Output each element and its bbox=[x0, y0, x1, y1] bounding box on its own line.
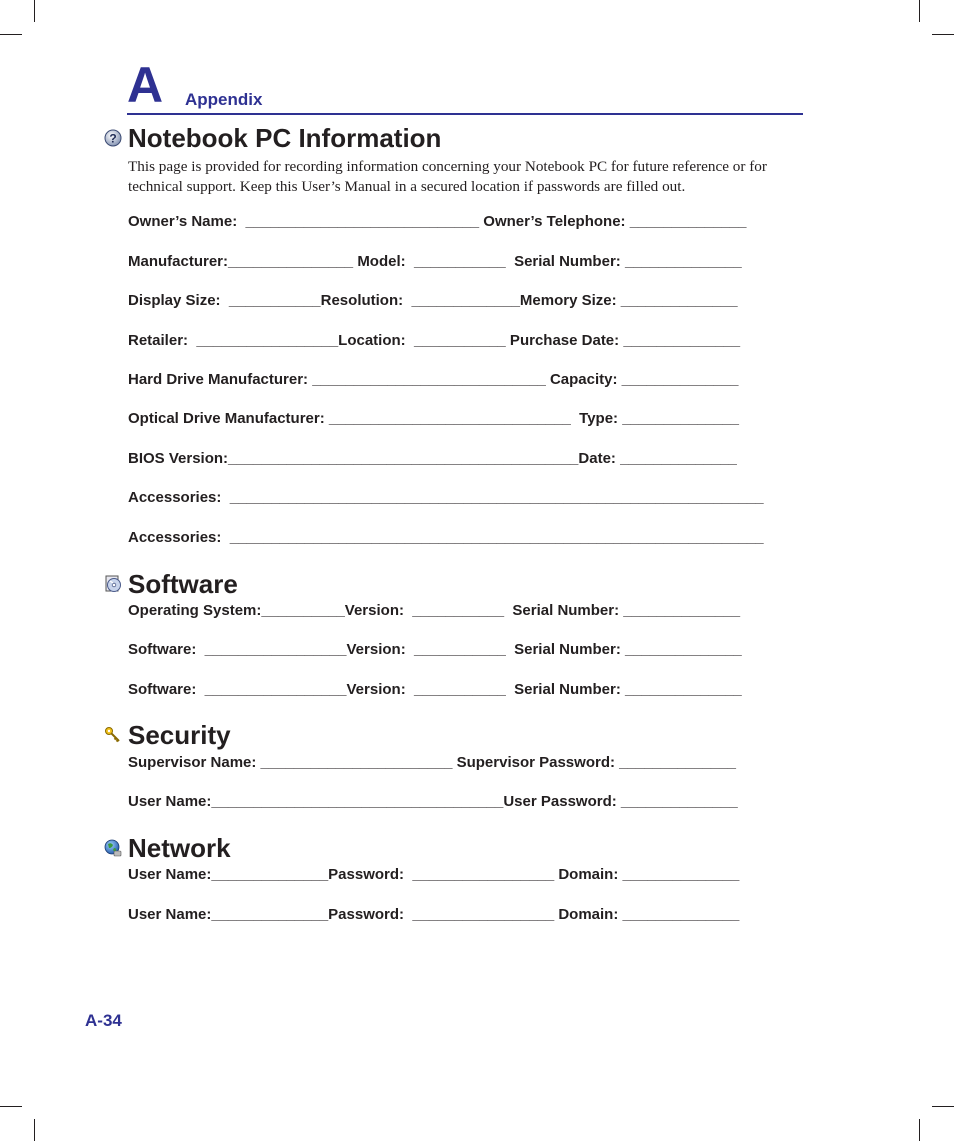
form-row-network-user[interactable]: User Name:______________Password: _________________ Domain: ______________ bbox=[128, 866, 740, 883]
form-row-accessories[interactable]: Accessories: ________________________________________________________________ bbox=[128, 489, 764, 506]
form-row-supervisor[interactable]: Supervisor Name: _______________________ Supervisor Password: ______________ bbox=[128, 754, 736, 771]
form-row-software[interactable]: Software: _________________Version: ___________ Serial Number: ______________ bbox=[128, 641, 742, 658]
crop-mark bbox=[932, 1106, 954, 1107]
form-row-operating-system[interactable]: Operating System:__________Version: ___________ Serial Number: ______________ bbox=[128, 602, 741, 619]
crop-mark bbox=[34, 1119, 35, 1141]
form-row-accessories[interactable]: Accessories: ________________________________________________________________ bbox=[128, 529, 764, 546]
chapter-letter: A bbox=[127, 57, 164, 113]
svg-text:?: ? bbox=[109, 131, 117, 146]
page-number: A-34 bbox=[85, 1011, 122, 1030]
crop-mark bbox=[919, 1119, 920, 1141]
form-row-manufacturer[interactable]: Manufacturer:_______________ Model: ___________ Serial Number: ______________ bbox=[128, 253, 742, 270]
section-title-notebook: Notebook PC Information bbox=[128, 123, 442, 153]
keys-icon bbox=[104, 726, 122, 744]
chapter-header bbox=[127, 57, 803, 115]
question-icon bbox=[104, 129, 122, 147]
software-disc-icon bbox=[104, 575, 122, 593]
form-row-network-user[interactable]: User Name:______________Password: _________________ Domain: ______________ bbox=[128, 906, 740, 923]
globe-icon bbox=[104, 839, 122, 857]
crop-mark bbox=[932, 34, 954, 35]
crop-mark bbox=[0, 34, 22, 35]
form-row-hard-drive[interactable]: Hard Drive Manufacturer: ____________________________ Capacity: ______________ bbox=[128, 371, 739, 388]
section-title-security: Security bbox=[128, 720, 231, 750]
form-row-owner[interactable]: Owner’s Name: ____________________________ Owner’s Telephone: ______________ bbox=[128, 213, 747, 230]
form-row-display[interactable]: Display Size: ___________Resolution: _____________Memory Size: ______________ bbox=[128, 292, 738, 309]
form-row-user[interactable]: User Name:___________________________________User Password: ______________ bbox=[128, 793, 738, 810]
crop-mark bbox=[0, 1106, 22, 1107]
section-title-network: Network bbox=[128, 833, 231, 863]
crop-mark bbox=[919, 0, 920, 22]
form-row-retailer[interactable]: Retailer: _________________Location: ___________ Purchase Date: ______________ bbox=[128, 332, 741, 349]
section-title-software: Software bbox=[128, 569, 238, 599]
form-row-software[interactable]: Software: _________________Version: ___________ Serial Number: ______________ bbox=[128, 681, 742, 698]
form-row-bios[interactable]: BIOS Version:__________________________________________Date: ______________ bbox=[128, 450, 737, 467]
chapter-title: Appendix bbox=[185, 90, 263, 109]
form-row-optical-drive[interactable]: Optical Drive Manufacturer: _____________________________ Type: ______________ bbox=[128, 410, 739, 427]
intro-paragraph: This page is provided for recording information concerning your Notebook PC for future reference or for technical support. Keep this User’s Manual in a secured location if passwords are filled out. bbox=[128, 158, 767, 195]
crop-mark bbox=[34, 0, 35, 22]
